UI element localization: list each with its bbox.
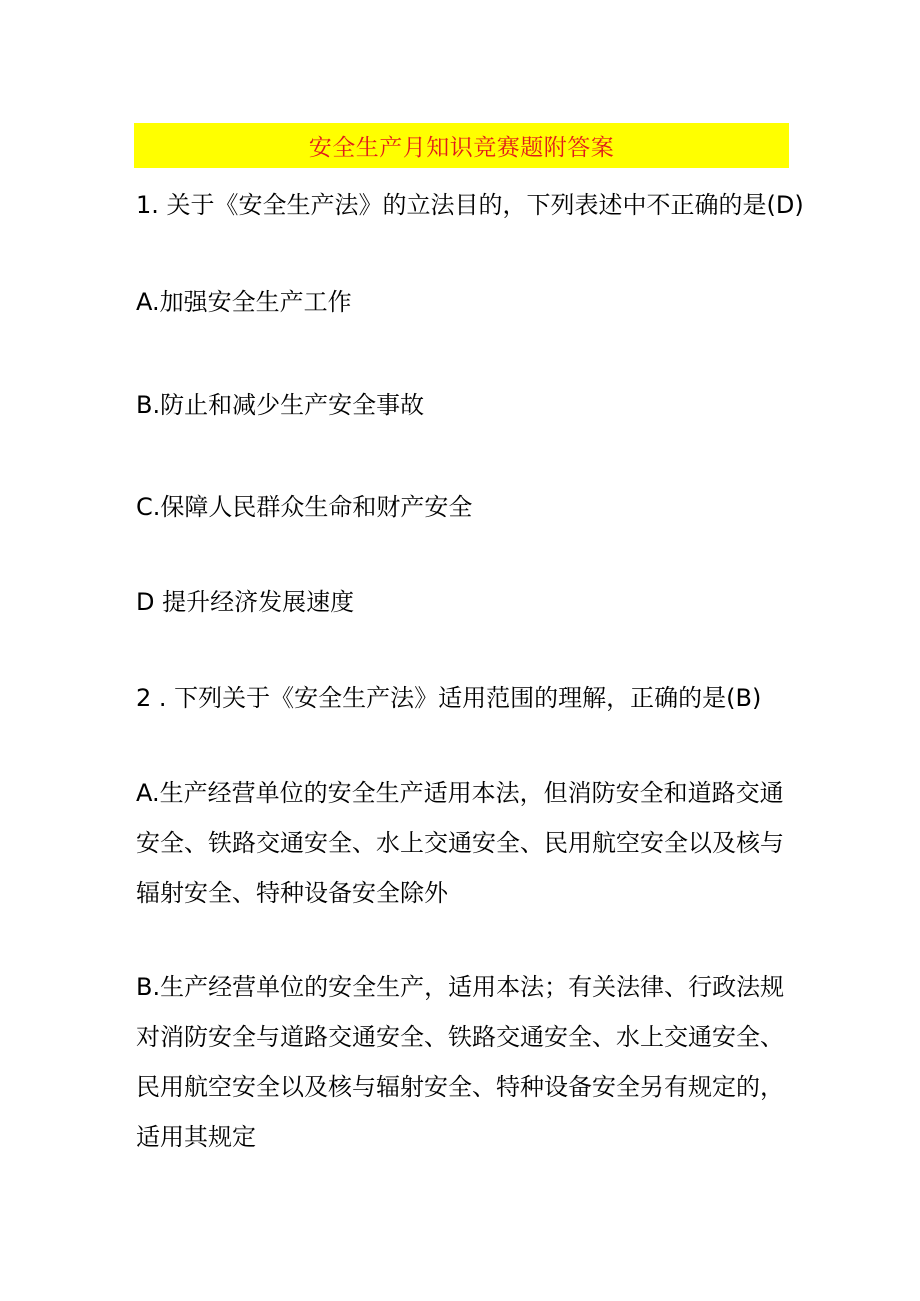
question-1-option-b: B.防止和减少生产安全事故: [136, 391, 425, 419]
question-1-option-d: D 提升经济发展速度: [136, 588, 355, 616]
question-2-option-b: B.生产经营单位的安全生产，适用本法；有关法律、行政法规对消防安全与道路交通安全、铁路交通安全、水上交通安全、民用航空安全以及核与辐射安全、特种设备安全另有规定的，适用其规定: [136, 973, 785, 1151]
question-1-option-c: C.保障人民群众生命和财产安全: [136, 493, 473, 521]
question-1-stem: 1. 关于《安全生产法》的立法目的，下列表述中不正确的是(D): [136, 191, 804, 219]
title-banner: [134, 123, 789, 168]
question-2-option-a: A.生产经营单位的安全生产适用本法，但消防安全和道路交通安全、铁路交通安全、水上交通安全、民用航空安全以及核与辐射安全、特种设备安全除外: [136, 779, 784, 907]
question-1-option-a: A.加强安全生产工作: [136, 288, 352, 316]
question-2-stem: 2 . 下列关于《安全生产法》适用范围的理解，正确的是(B): [136, 684, 762, 712]
document-title: 安全生产月知识竞赛题附答案: [308, 135, 615, 161]
